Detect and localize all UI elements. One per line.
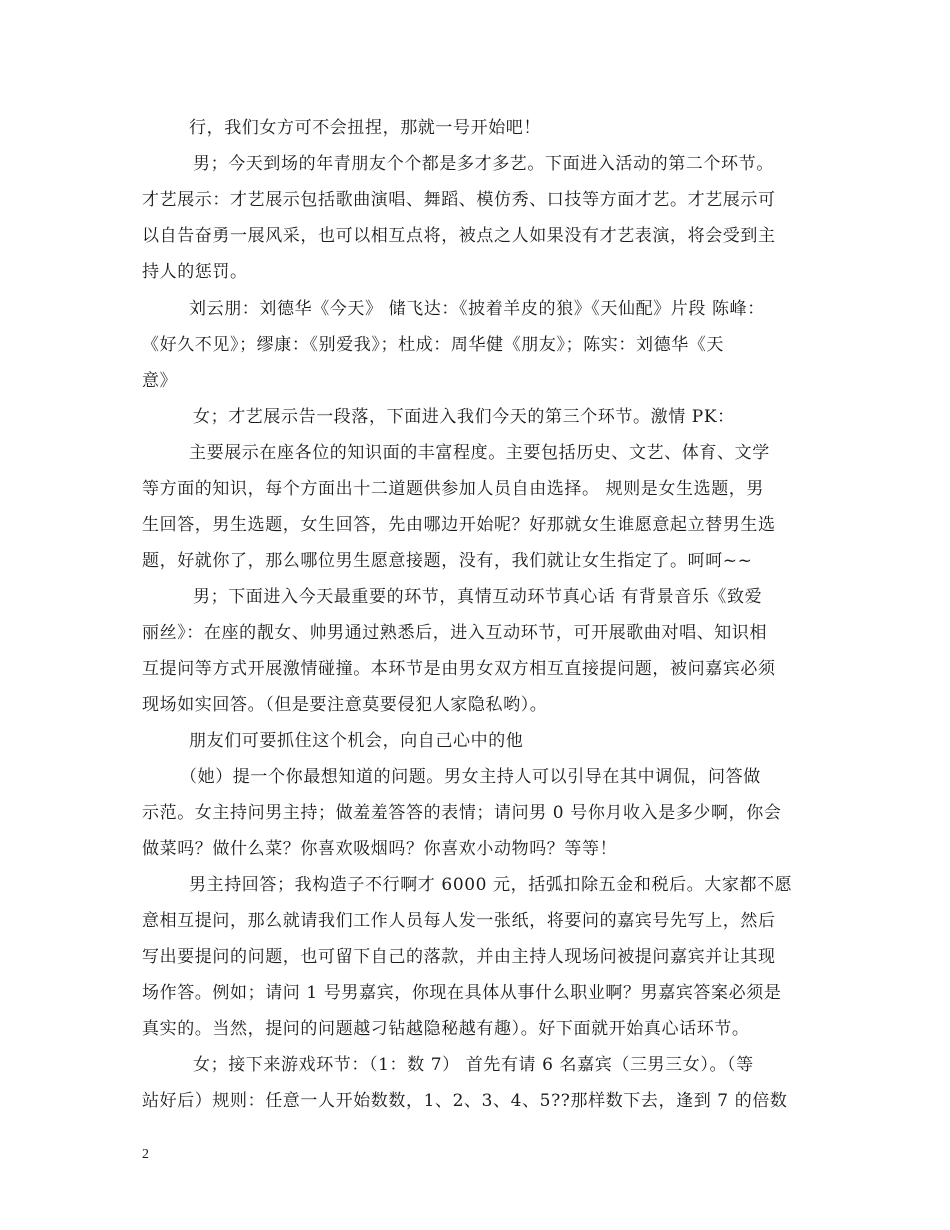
text-line: 主要展示在座各位的知识面的丰富程度。主要包括历史、文艺、体育、文学 [189, 443, 770, 463]
text-line: 现场如实回答。（但是要注意莫要侵犯人家隐私哟）。 [142, 695, 548, 715]
text-line: 女；才艺展示告一段落，下面进入我们今天的第三个环节。激情 PK： [193, 407, 735, 427]
text-line: 持人的惩罚。 [142, 262, 248, 282]
text-line: 意相互提问，那么就请我们工作人员每人发一张纸，将要问的嘉宾号先写上，然后 [142, 911, 776, 931]
text-line: 站好后）规则：任意一人开始数数，1、2、3、4、5??那样数下去，逢到 7 的倍数 [142, 1091, 788, 1111]
text-line: 题，好就你了，那么哪位男生愿意接题，没有，我们就让女生指定了。呵呵~~ [142, 551, 753, 571]
text-line: 丽丝》：在座的靓女、帅男通过熟悉后，进入互动环节，可开展歌曲对唱、知识相 [142, 623, 768, 643]
text-line: 写出要提问的问题，也可留下自己的落款，并由主持人现场问被提问嘉宾并让其现 [142, 947, 776, 967]
text-line: 等方面的知识，每个方面出十二道题供参加人员自由选择。 规则是女生选题，男 [142, 479, 765, 499]
text-line: 刘云朋：刘德华《今天》 储飞达：《披着羊皮的狼》《天仙配》片段 陈峰： [189, 299, 765, 319]
text-line: 真实的。当然，提问的问题越刁钻越隐秘越有趣）。好下面就开始真心话环节。 [142, 1019, 750, 1039]
text-line: 《好久不见》；缪康：《别爱我》；杜成：周华健《朋友》；陈实：刘德华《天 [142, 335, 724, 355]
text-line: 生回答，男生选题，女生回答，先由哪边开始呢？好那就女生谁愿意起立替男生选 [142, 515, 776, 535]
text-line: 做菜吗？做什么菜？你喜欢吸烟吗？你喜欢小动物吗？等等！ [142, 839, 618, 859]
text-line: 男；今天到场的年青朋友个个都是多才多艺。下面进入活动的第二个环节。 [193, 154, 774, 174]
text-line: （她）提一个你最想知道的问题。男女主持人可以引导在其中调侃，问答做 [180, 767, 761, 787]
page-number: 2 [142, 1147, 149, 1162]
text-line: 才艺展示：才艺展示包括歌曲演唱、舞蹈、模仿秀、口技等方面才艺。才艺展示可 [142, 190, 776, 210]
text-line: 女；接下来游戏环节：（1：数 7） 首先有请 6 名嘉宾（三男三女）。（等 [193, 1055, 754, 1075]
text-line: 行，我们女方可不会扭捏，那就一号开始吧！ [189, 118, 541, 138]
text-line: 男主持回答；我构造子不行啊才 6000 元，括弧扣除五金和税后。大家都不愿 [189, 875, 793, 895]
text-line: 场作答。例如；请问 1 号男嘉宾，你现在具体从事什么职业啊？男嘉宾答案必须是 [142, 983, 782, 1003]
text-line: 示范。女主持问男主持；做羞羞答答的表情；请问男 0 号你月收入是多少啊，你会 [142, 803, 782, 823]
text-line: 男；下面进入今天最重要的环节，真情互动环节真心话 有背景音乐《致爱 [193, 587, 763, 607]
text-line: 以自告奋勇一展风采，也可以相互点将，被点之人如果没有才艺表演，将会受到主 [142, 226, 776, 246]
text-line: 互提问等方式开展激情碰撞。本环节是由男女双方相互直接提问题，被问嘉宾必须 [142, 659, 776, 679]
text-line: 朋友们可要抓住这个机会，向自己心中的他 [189, 731, 524, 751]
text-line: 意》 [142, 371, 178, 391]
